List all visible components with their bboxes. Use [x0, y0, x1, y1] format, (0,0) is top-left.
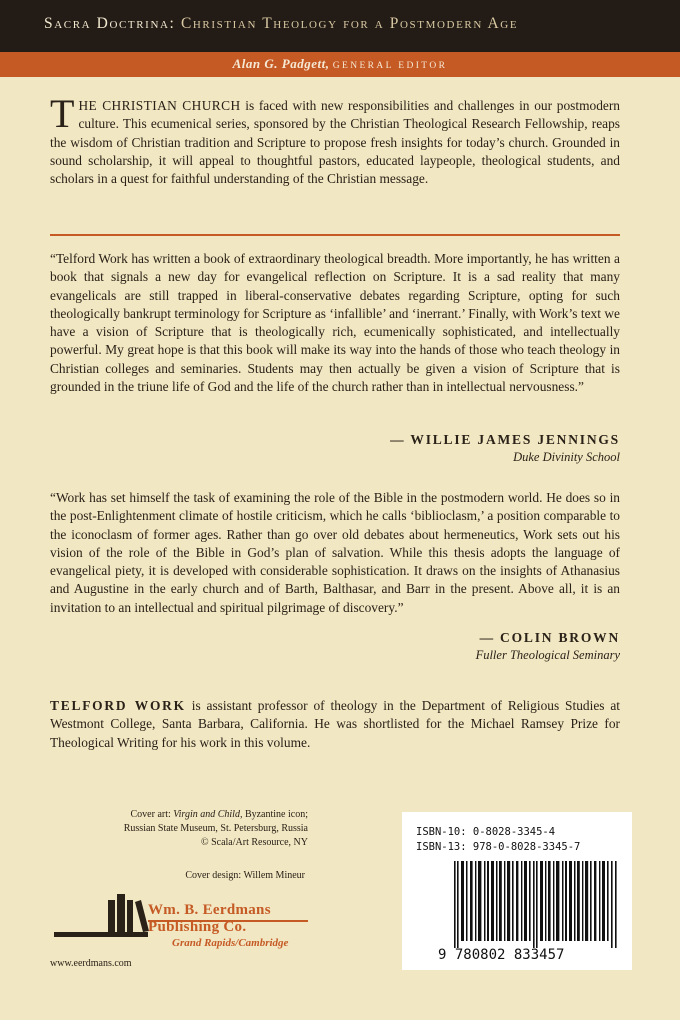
cover-art-line-2: Russian State Museum, St. Petersburg, Russia	[123, 823, 308, 834]
publisher-name-line-2: Publishing Co.	[148, 919, 247, 935]
series-title-rest: Christian Theology for a Postmodern Age	[180, 15, 519, 32]
isbn-13: ISBN-13: 978-0-8028-3345-7	[416, 841, 581, 853]
logo-book-leaning	[135, 900, 149, 932]
author-name: TELFORD WORK	[50, 698, 186, 713]
section-divider	[50, 234, 620, 236]
endorsement-attribution-1	[390, 430, 620, 466]
logo-book-3	[127, 900, 133, 932]
endorser-name-2: — COLIN BROWN	[479, 630, 620, 645]
cover-art-prefix: Cover art:	[130, 809, 174, 820]
endorsement-attribution-2	[476, 628, 620, 664]
cover-art-line-3: © Scala/Art Resource, NY	[200, 837, 308, 848]
editor-bar	[0, 52, 680, 77]
logo-shelf	[54, 932, 148, 937]
barcode-icon	[454, 861, 620, 948]
cover-art-line-1	[50, 808, 308, 822]
intro-body: is faced with new responsibilities and challenges in our postmodern culture. This ecumenical series, sponsored by the Christian Theological Research Fellowship, reaps the wisdom of Christian tradition and Scripture to propose fresh insights for today’s church. Grounded in sound scholarship, it will appeal to thoughtful pastors, educated laypeople, theological students, and scholars in a quest for faithful understanding of the Christian message.	[50, 98, 620, 187]
cover-art-credits	[50, 808, 308, 850]
series-title	[44, 15, 518, 33]
cover-art-title: Virgin and Child,	[173, 809, 243, 820]
endorser-institution-2: Fuller Theological Seminary	[475, 648, 620, 662]
general-editor-line	[0, 56, 680, 72]
barcode-panel	[402, 812, 632, 970]
cover-art-description: Byzantine icon;	[242, 809, 308, 820]
editor-role: GENERAL EDITOR	[332, 61, 448, 71]
cover-design-credit: Cover design: Willem Mineur	[185, 870, 305, 881]
logo-book-2	[117, 894, 125, 932]
publisher-name-line-1: Wm. B. Eerdmans	[148, 902, 271, 918]
series-description	[50, 91, 620, 188]
publisher-location: Grand Rapids/Cambridge	[172, 937, 289, 949]
endorser-institution-1: Duke Divinity School	[513, 450, 620, 464]
series-title-lead: Sacra Doctrina:	[44, 15, 176, 32]
drop-cap: T	[50, 91, 75, 136]
intro-caps: HE CHRISTIAN CHURCH	[78, 98, 241, 113]
editor-name: Alan G. Padgett,	[232, 56, 330, 71]
logo-book-1	[108, 900, 115, 932]
author-bio	[50, 697, 620, 752]
endorsement-quote-1: “Telford Work has written a book of extraordinary theological breadth. More importantly, he has written a book that signals a new day for evangelical reflection on Scripture. It is a sad reality that many evangelicals are still trapped in liberal-conservative debates regarding Scripture, opting for such theologically bankrupt terminology for Scripture as ‘infallible’ and ‘inerrant.’ Finally, with Work’s text we have a vision of Scripture that is theologically rich, ecumenically sophisticated, and intellectually powerful. My great hope is that this book will make its way into the hands of those who teach theology in Christian colleges and seminaries. Students may then actually be given a vision of Scripture that is grounded in the triune life of God and the life of the church rather than in intellectual nervousness.”	[50, 251, 620, 395]
series-header-bar	[0, 0, 680, 52]
publisher-url[interactable]: www.eerdmans.com	[50, 958, 132, 969]
endorsement-quote-2: “Work has set himself the task of examining the role of the Bible in the postmodern world. He does so in the post-Enlightenment climate of hostile criticism, which he calls ‘biblioclasm,’ a position comparable to the iconoclasm of former ages. Rather than go over old debates about hermeneutics, Work sets out his vision of the role of the Bible in God’s plan of salvation. While this thesis adopts the language of evangelical piety, it is developed with considerable sophistication. It draws on the insights of Athanasius and Augustine in the early church and of Barth, Balthasar, and Barr in the present. Above all, it is an invitation to an intellectual and spiritual pilgrimage of discovery.”	[50, 490, 620, 615]
author-bio-text: is assistant professor of theology in the Department of Religious Studies at Westmont College, Santa Barbara, California. He was shortlisted for the Michael Ramsey Prize for Theological Writing for his work in this volume.	[50, 698, 621, 750]
isbn-10: ISBN-10: 0-8028-3345-4	[416, 826, 556, 838]
endorser-name-1: — WILLIE JAMES JENNINGS	[390, 432, 620, 447]
barcode-digits: 9 780802 833457	[438, 947, 565, 963]
